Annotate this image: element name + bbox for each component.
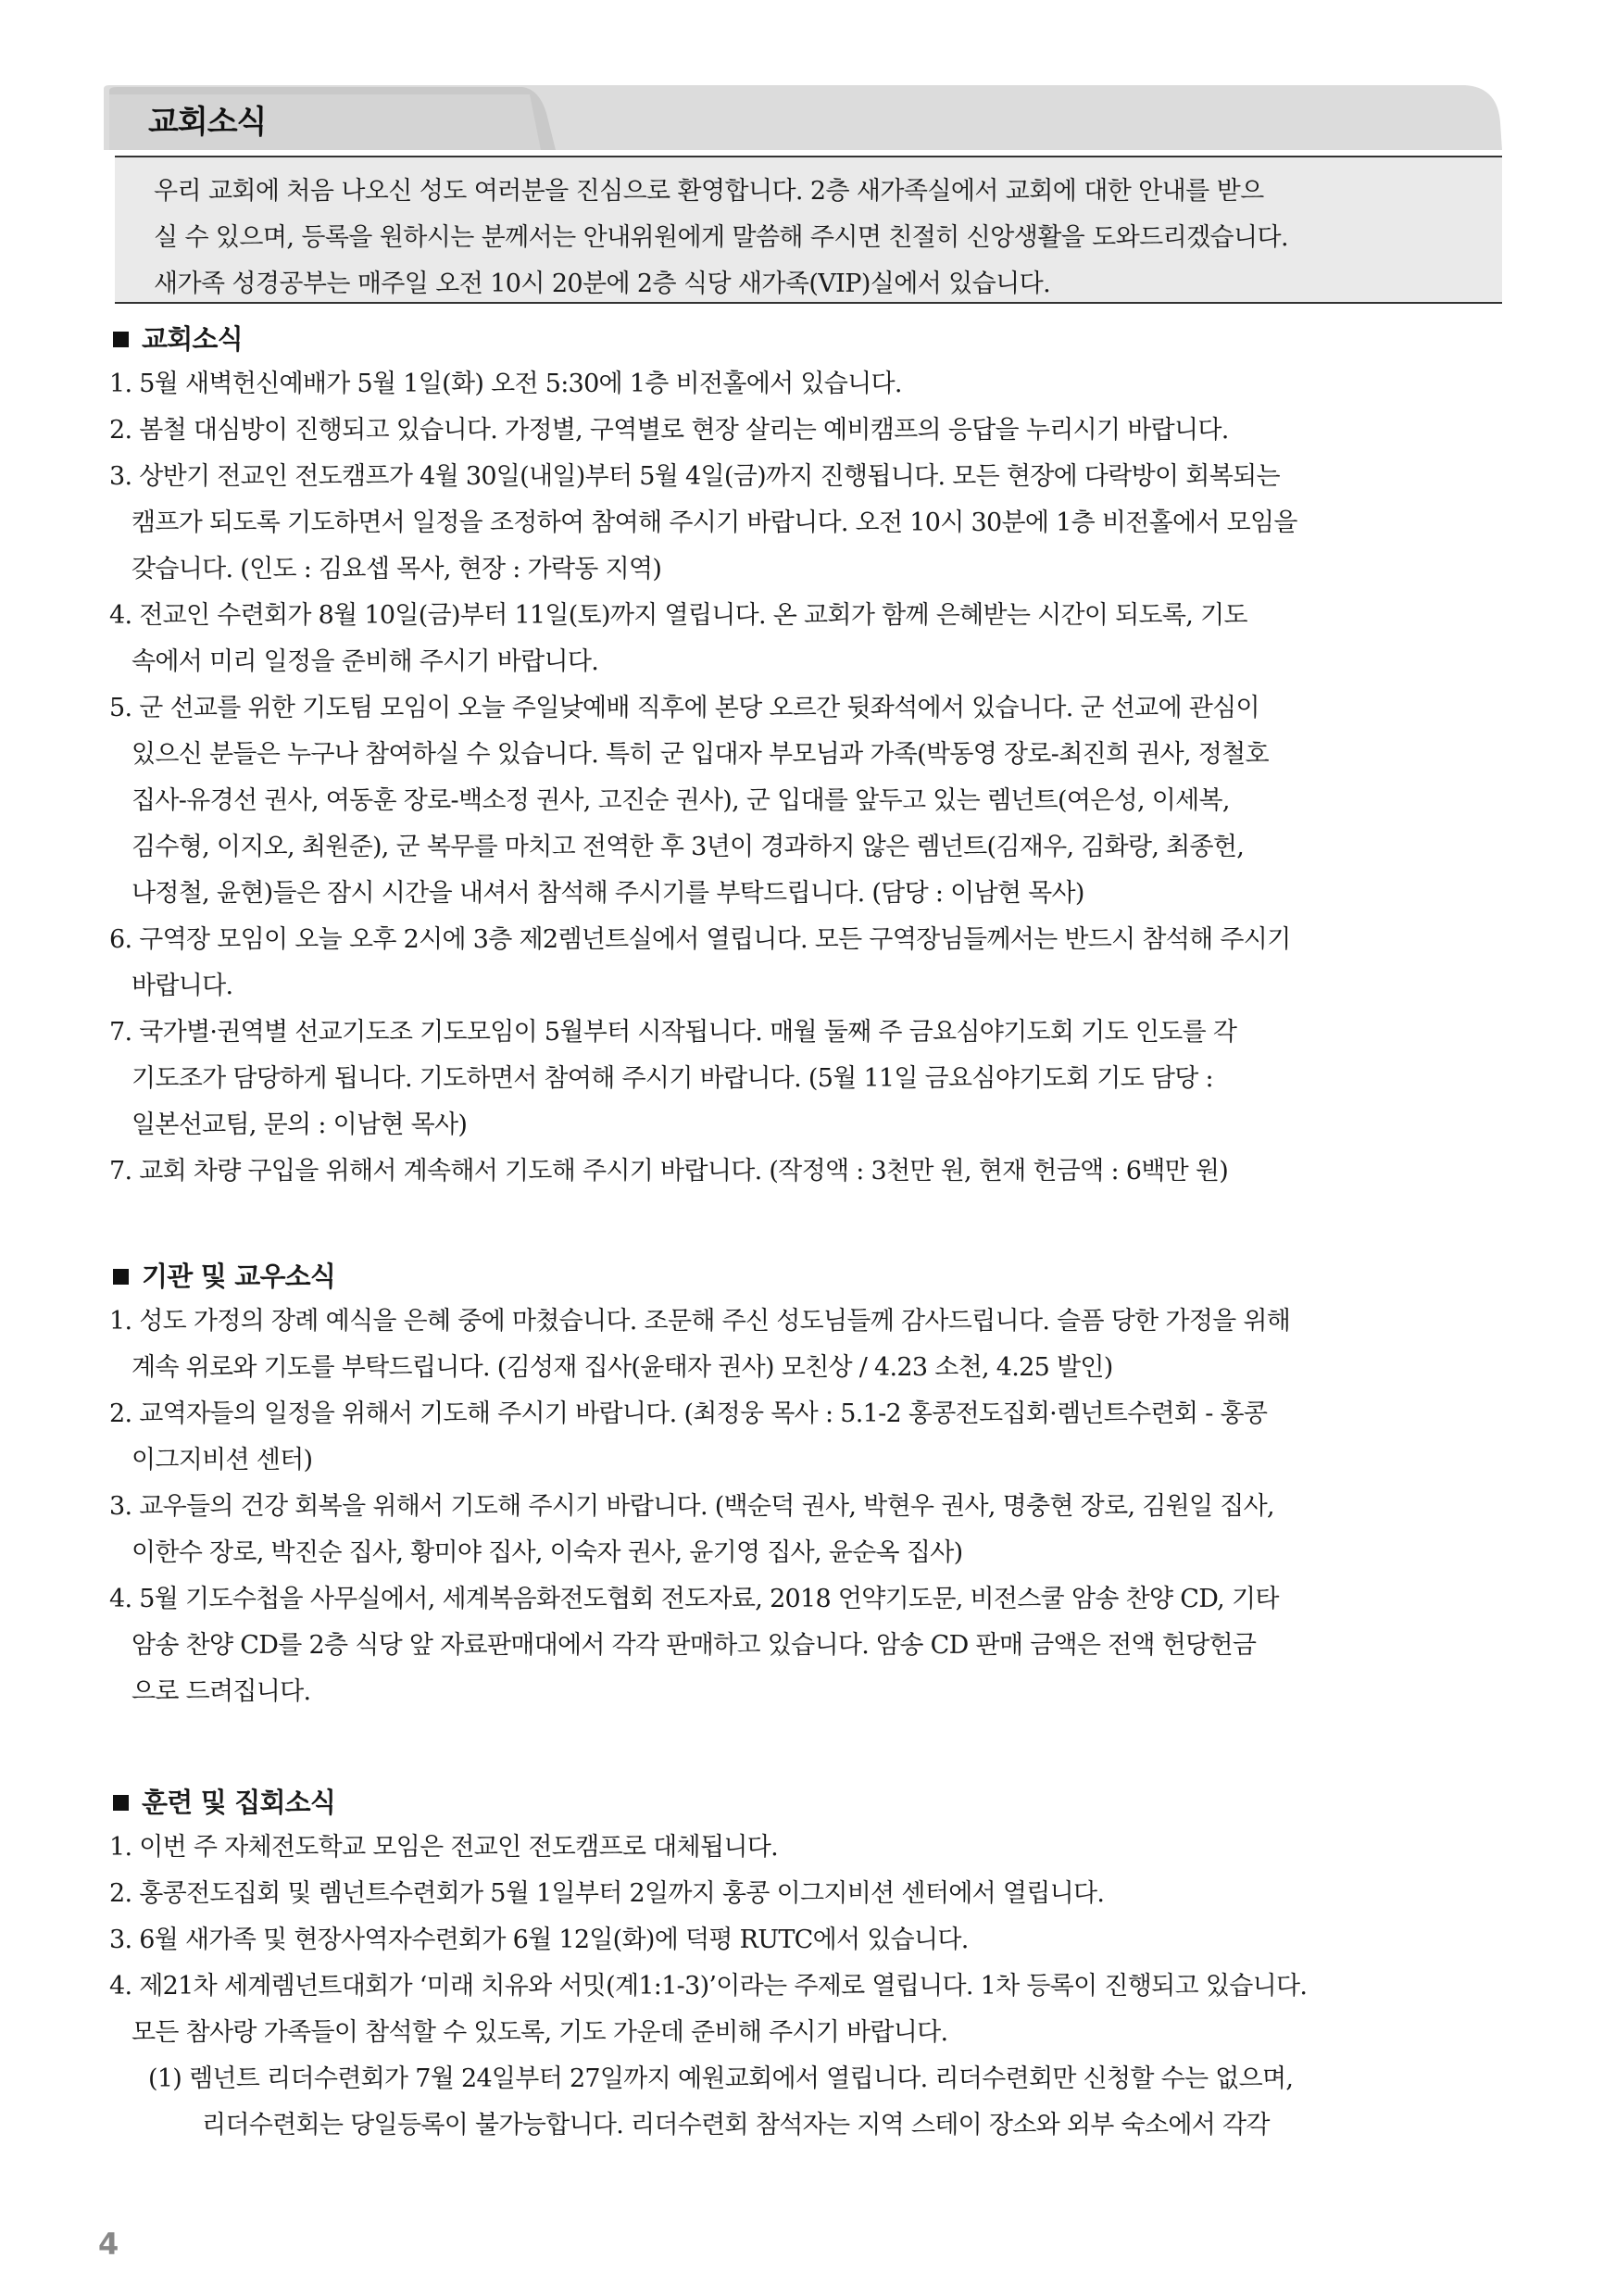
item-line: 있으신 분들은 누구나 참여하실 수 있습니다. 특히 군 입대자 부모님과 가족(박동영 장로-최진희 권사, 정철호 (132, 740, 1269, 769)
list-item (109, 1825, 1517, 1871)
item-line: 1. 5월 새벽헌신예배가 5월 1일(화) 오전 5:30에 1층 비전홀에서 있습니다. (109, 370, 902, 398)
item-line: 이한수 장로, 박진순 집사, 황미야 집사, 이숙자 권사, 윤기영 집사, 윤순옥 집사) (132, 1538, 963, 1567)
list-item (109, 1010, 1517, 1148)
section-title: 기관 및 교우소식 (142, 1261, 336, 1292)
item-line: 1. 성도 가정의 장례 예식을 은혜 중에 마쳤습니다. 조문해 주신 성도님들께 감사드립니다. 슬픔 당한 가정을 위해 (109, 1307, 1291, 1336)
header-title: 교회소식 (148, 104, 267, 141)
item-line: 속에서 미리 일정을 준비해 주시기 바랍니다. (132, 647, 599, 676)
item-line: 바랍니다. (132, 972, 233, 1000)
item-line: 7. 교회 차량 구입을 위해서 계속해서 기도해 주시기 바랍니다. (작정액 : 3천만 원, 현재 헌금액 : 6백만 원) (109, 1157, 1229, 1186)
item-line: 7. 국가별·권역별 선교기도조 기도모임이 5월부터 시작됩니다. 매월 둘째 주 금요심야기도회 기도 인도를 각 (109, 1018, 1237, 1047)
section-training-meeting-news (109, 1780, 1517, 2149)
bullet-square-icon (113, 332, 129, 347)
sub-list-item (109, 2056, 1517, 2149)
list-item (109, 917, 1517, 1010)
section-title: 훈련 및 집회소식 (142, 1787, 336, 1818)
list-item (109, 454, 1517, 593)
welcome-line: 실 수 있으며, 등록을 원하시는 분께서는 안내위원에게 말씀해 주시면 친절히 신앙생활을 도와드리겠습니다. (154, 223, 1288, 252)
item-line: 일본선교팀, 문의 : 이남현 목사) (132, 1110, 468, 1139)
list-item (109, 361, 1517, 408)
bullet-square-icon (113, 1269, 129, 1285)
bullet-square-icon (113, 1795, 129, 1811)
welcome-box (115, 156, 1502, 304)
list-item (109, 1576, 1517, 1715)
welcome-line: 새가족 성경공부는 매주일 오전 10시 20분에 2층 식당 새가족(VIP)실에서 있습니다. (154, 270, 1051, 298)
list-item (109, 593, 1517, 685)
item-line: 캠프가 되도록 기도하면서 일정을 조정하여 참여해 주시기 바랍니다. 오전 10시 30분에 1층 비전홀에서 모임을 (132, 508, 1297, 537)
item-line: 3. 교우들의 건강 회복을 위해서 기도해 주시기 바랍니다. (백순덕 권사, 박현우 권사, 명충현 장로, 김원일 집사, (109, 1492, 1274, 1521)
header-tab-shape (104, 85, 1502, 150)
item-line: 4. 5월 기도수첩을 사무실에서, 세계복음화전도협회 전도자료, 2018 언약기도문, 비전스쿨 암송 찬양 CD, 기타 (109, 1585, 1279, 1613)
item-line: 리더수련회는 당일등록이 불가능합니다. 리더수련회 참석자는 지역 스테이 장소와 외부 숙소에서 각각 (202, 2111, 1270, 2139)
list-item (109, 1299, 1517, 1391)
item-line: (1) 렘넌트 리더수련회가 7월 24일부터 27일까지 예원교회에서 열립니다. 리더수련회만 신청할 수는 없으며, (148, 2064, 1294, 2093)
item-line: 모든 참사랑 가족들이 참석할 수 있도록, 기도 가운데 준비해 주시기 바랍니다. (132, 2018, 948, 2047)
item-line: 2. 교역자들의 일정을 위해서 기도해 주시기 바랍니다. (최정웅 목사 : 5.1-2 홍콩전도집회·렘넌트수련회 - 홍콩 (109, 1399, 1268, 1428)
item-line: 이그지비션 센터) (132, 1446, 313, 1474)
item-line: 2. 홍콩전도집회 및 렘넌트수련회가 5월 1일부터 2일까지 홍콩 이그지비션 센터에서 열립니다. (109, 1879, 1105, 1908)
item-line: 4. 제21차 세계렘넌트대회가 ‘미래 치유와 서밋(계1:1-3)’이라는 주제로 열립니다. 1차 등록이 진행되고 있습니다. (109, 1972, 1308, 2001)
list-item (109, 1484, 1517, 1576)
section-heading (109, 317, 1517, 361)
list-item (109, 1964, 1517, 2056)
list-item (109, 1148, 1517, 1195)
section-org-member-news (109, 1254, 1517, 1715)
item-line: 암송 찬양 CD를 2층 식당 앞 자료판매대에서 각각 판매하고 있습니다. 암송 CD 판매 금액은 전액 헌당헌금 (132, 1631, 1257, 1660)
item-line: 갖습니다. (인도 : 김요셉 목사, 현장 : 가락동 지역) (132, 555, 662, 583)
item-line: 으로 드려집니다. (132, 1677, 311, 1706)
item-line: 기도조가 담당하게 됩니다. 기도하면서 참여해 주시기 바랍니다. (5월 11일 금요심야기도회 기도 담당 : (132, 1064, 1213, 1093)
list-item (109, 685, 1517, 917)
item-line: 3. 6월 새가족 및 현장사역자수련회가 6월 12일(화)에 덕평 RUTC에서 있습니다. (109, 1926, 969, 1954)
item-line: 계속 위로와 기도를 부탁드립니다. (김성재 집사(윤태자 권사) 모친상 / 4.23 소천, 4.25 발인) (132, 1353, 1113, 1382)
section-heading (109, 1780, 1517, 1825)
item-line: 3. 상반기 전교인 전도캠프가 4월 30일(내일)부터 5월 4일(금)까지 진행됩니다. 모든 현장에 다락방이 회복되는 (109, 462, 1280, 491)
list-item (109, 1871, 1517, 1917)
item-line: 나정철, 윤현)들은 잠시 시간을 내셔서 참석해 주시기를 부탁드립니다. (담당 : 이남현 목사) (132, 879, 1084, 908)
item-line: 2. 봄철 대심방이 진행되고 있습니다. 가정별, 구역별로 현장 살리는 예비캠프의 응답을 누리시기 바랍니다. (109, 416, 1229, 445)
list-item (109, 1917, 1517, 1964)
item-line: 1. 이번 주 자체전도학교 모임은 전교인 전도캠프로 대체됩니다. (109, 1833, 778, 1862)
section-title: 교회소식 (142, 323, 243, 355)
item-line: 집사-유경선 권사, 여동훈 장로-백소정 권사, 고진순 권사), 군 입대를 앞두고 있는 렘넌트(여은성, 이세복, (132, 786, 1230, 815)
section-church-news (109, 317, 1517, 1195)
list-item (109, 408, 1517, 454)
page-number: 4 (98, 2227, 119, 2262)
item-line: 6. 구역장 모임이 오늘 오후 2시에 3층 제2렘넌트실에서 열립니다. 모든 구역장님들께서는 반드시 참석해 주시기 (109, 925, 1291, 954)
section-header-tab (104, 85, 1502, 150)
item-line: 김수형, 이지오, 최원준), 군 복무를 마치고 전역한 후 3년이 경과하지 않은 렘넌트(김재우, 김화랑, 최종헌, (132, 833, 1245, 861)
item-line: 5. 군 선교를 위한 기도팀 모임이 오늘 주일낮예배 직후에 본당 오르간 뒷좌석에서 있습니다. 군 선교에 관심이 (109, 694, 1259, 722)
welcome-line: 우리 교회에 처음 나오신 성도 여러분을 진심으로 환영합니다. 2층 새가족실에서 교회에 대한 안내를 받으 (154, 177, 1264, 206)
item-line: 4. 전교인 수련회가 8월 10일(금)부터 11일(토)까지 열립니다. 온 교회가 함께 은혜받는 시간이 되도록, 기도 (109, 601, 1247, 630)
section-heading (109, 1254, 1517, 1299)
list-item (109, 1391, 1517, 1484)
